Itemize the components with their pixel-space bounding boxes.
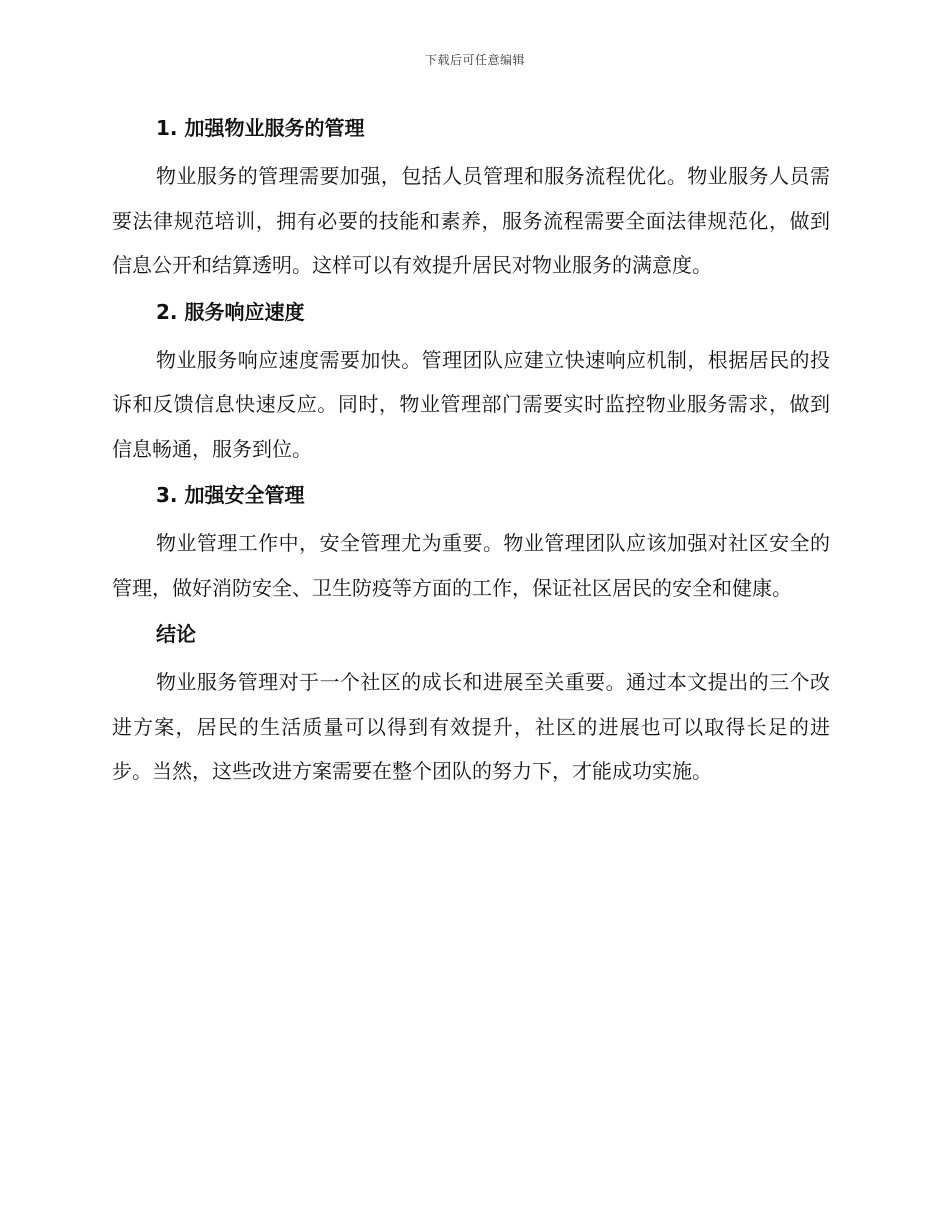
section-heading: 3. 加强安全管理 xyxy=(156,483,305,507)
section-heading: 结论 xyxy=(156,622,196,646)
section-heading: 1. 加强物业服务的管理 xyxy=(156,116,365,140)
section-conclusion xyxy=(112,618,830,794)
section-heading: 2. 服务响应速度 xyxy=(156,299,305,324)
section-response-speed xyxy=(112,296,830,472)
header-note: 下载后可任意编辑 xyxy=(424,53,525,67)
section-paragraph: 物业服务响应速度需要加快。管理团队应建立快速响应机制，根据居民的投诉和反馈信息快速反应。同时，物业管理部门需要实时监控物业服务需求，做到信息畅通，服务到位。 xyxy=(112,347,830,461)
section-paragraph: 物业服务的管理需要加强，包括人员管理和服务流程优化。物业服务人员需要法律规范培训，拥有必要的技能和素养，服务流程需要全面法律规范化，做到信息公开和结算透明。这样可以有效提升居民对物业服务的满意度。 xyxy=(112,164,830,277)
section-safety xyxy=(112,479,830,610)
document-body xyxy=(112,112,830,802)
section-paragraph: 物业管理工作中，安全管理尤为重要。物业管理团队应该加强对社区安全的管理，做好消防安全、卫生防疫等方面的工作，保证社区居民的安全和健康。 xyxy=(112,531,830,600)
section-management xyxy=(112,112,830,288)
section-paragraph: 物业服务管理对于一个社区的成长和进展至关重要。通过本文提出的三个改进方案，居民的生活质量可以得到有效提升，社区的进展也可以取得长足的进步。当然，这些改进方案需要在整个团队的努力下，才能成功实施。 xyxy=(112,670,830,783)
